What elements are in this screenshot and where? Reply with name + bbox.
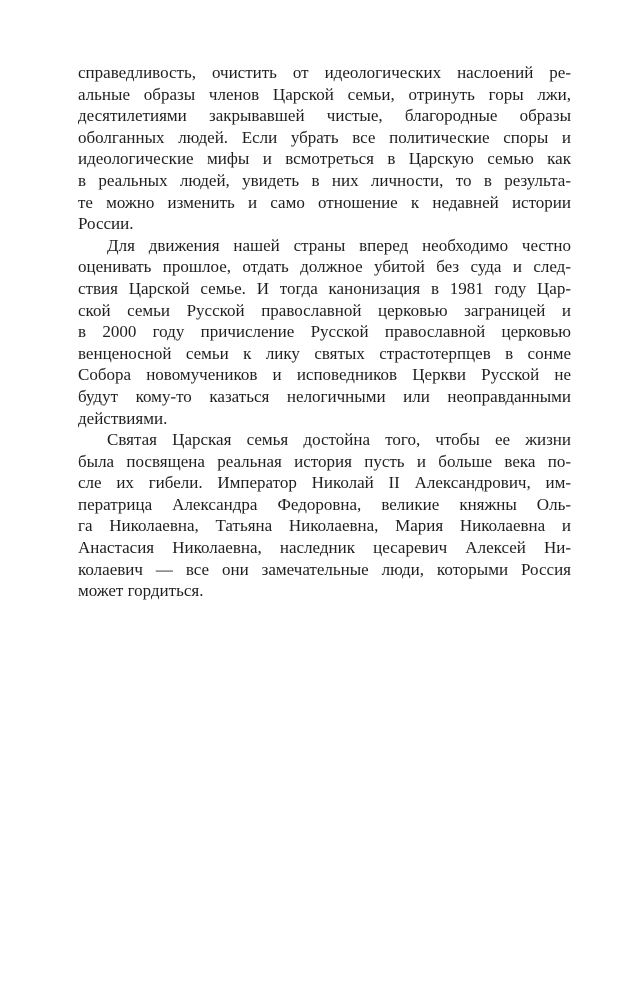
text-line: будут кому-то казаться нелогичными или неоправданными xyxy=(78,386,571,406)
text-line: альные образы членов Царской семьи, отринуть горы лжи, xyxy=(78,84,571,104)
paragraph-1 xyxy=(78,62,571,235)
text-line: Анастасия Николаевна, наследник цесаревич Алексей Ни- xyxy=(78,538,571,558)
text-line: была посвящена реальная история пусть и больше века по- xyxy=(78,451,571,471)
text-line: оценивать прошлое, отдать должное убитой без суда и след- xyxy=(78,257,571,277)
text-line: в реальных людей, увидеть в них личности, то в результа- xyxy=(78,170,571,190)
text-line: десятилетиями закрывавшей чистые, благородные образы xyxy=(78,106,571,126)
text-line: колаевич — все они замечательные люди, которыми Россия xyxy=(78,559,571,579)
text-line: ствия Царской семье. И тогда канонизация в 1981 году Цар- xyxy=(78,278,571,298)
text-line: справедливость, очистить от идеологических наслоений ре- xyxy=(78,63,571,82)
paragraph-2 xyxy=(78,235,571,429)
text-line: оболганных людей. Если убрать все политические споры и xyxy=(78,127,571,147)
text-line: Собора новомучеников и исповедников Церкви Русской не xyxy=(78,365,571,385)
text-line: сле их гибели. Император Николай II Александрович, им- xyxy=(78,473,571,493)
body-text xyxy=(78,62,571,602)
text-line: идеологические мифы и всмотреться в Царскую семью как xyxy=(78,149,571,169)
text-line: Святая Царская семья достойна того, чтобы ее жизни xyxy=(107,430,571,450)
text-line: в 2000 году причисление Русской православной церковью xyxy=(78,322,571,342)
text-line: может гордиться. xyxy=(78,581,204,601)
text-line: России. xyxy=(78,214,134,234)
text-line: Для движения нашей страны вперед необходимо честно xyxy=(107,235,571,255)
text-line: га Николаевна, Татьяна Николаевна, Мария Николаевна и xyxy=(78,516,571,536)
text-line: ператрица Александра Федоровна, великие княжны Оль- xyxy=(78,494,571,514)
text-line: ской семьи Русской православной церковью заграницей и xyxy=(78,300,571,320)
text-line: венценосной семьи к лику святых страстотерпцев в сонме xyxy=(78,343,571,363)
paragraph-3 xyxy=(78,429,571,602)
text-line: те можно изменить и само отношение к недавней истории xyxy=(78,192,571,212)
text-line: действиями. xyxy=(78,408,168,428)
